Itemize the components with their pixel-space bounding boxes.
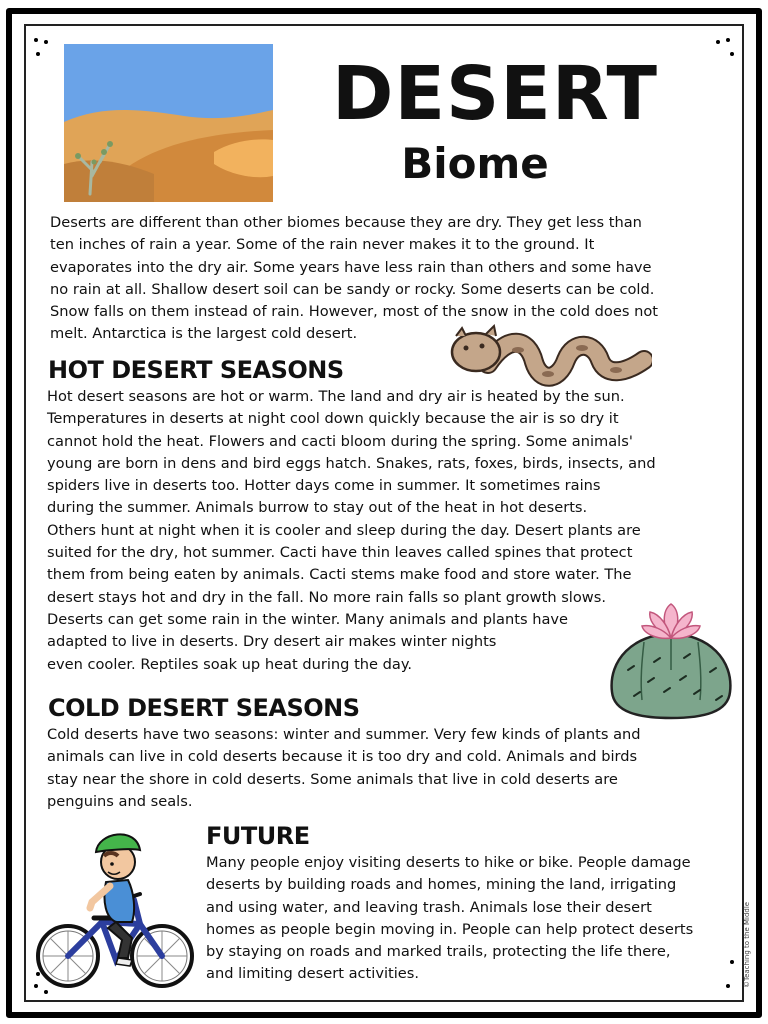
hot-seasons-heading: HOT DESERT SEASONS: [48, 356, 344, 384]
future-paragraph: [206, 852, 693, 986]
text-line: Others hunt at night when it is cooler and sleep during the day. Desert plants are: [47, 521, 641, 539]
cold-seasons-paragraph: [47, 724, 641, 813]
text-line: Temperatures in deserts at night cool down quickly because the air is so dry it: [47, 410, 619, 428]
corner-dot: [730, 960, 734, 964]
text-line: and limiting desert activities.: [206, 965, 420, 983]
text-line: by staying on roads and marked trails, protecting the life there,: [206, 943, 671, 961]
text-line: deserts by building roads and homes, mining the land, irrigating: [206, 876, 677, 894]
text-line: suited for the dry, hot summer. Cacti have thin leaves called spines that protect: [47, 544, 633, 562]
text-line: adapted to live in deserts. Dry desert air makes winter nights: [47, 633, 497, 651]
snake-clipart: [448, 324, 652, 392]
corner-dot: [730, 52, 734, 56]
corner-dot: [726, 984, 730, 988]
copyright-credit: ©Teaching to the Middle: [743, 901, 751, 988]
cold-seasons-heading: COLD DESERT SEASONS: [48, 694, 360, 722]
text-line: and using water, and leaving trash. Animals lose their desert: [206, 898, 652, 916]
text-line: homes as people begin moving in. People can help protect deserts: [206, 920, 694, 938]
corner-dot: [726, 38, 730, 42]
page-title: DESERT: [332, 51, 658, 137]
text-line: Deserts can get some rain in the winter. Many animals and plants have: [47, 610, 569, 628]
text-line: ten inches of rain a year. Some of the rain never makes it to the ground. It: [50, 236, 595, 254]
corner-dot: [716, 40, 720, 44]
text-line: Many people enjoy visiting deserts to hike or bike. People damage: [206, 854, 691, 871]
boy-on-bike-clipart: [36, 822, 196, 994]
text-line: spiders live in deserts too. Hotter days come in summer. It sometimes rains: [47, 477, 601, 495]
text-line: evaporates into the dry air. Some years have less rain than others and some have: [50, 258, 652, 276]
desert-landscape-image: [64, 44, 273, 202]
text-line: no rain at all. Shallow desert soil can be sandy or rocky. Some deserts can be cold.: [50, 280, 655, 298]
text-line: Cold deserts have two seasons: winter and summer. Very few kinds of plants and: [47, 726, 641, 743]
text-line: Deserts are different than other biomes because they are dry. They get less than: [50, 214, 642, 231]
corner-dot: [34, 38, 38, 42]
text-line: penguins and seals.: [47, 792, 193, 810]
text-line: desert stays hot and dry in the fall. No more rain falls so plant growth slows.: [47, 588, 606, 606]
page-subtitle: Biome: [401, 139, 549, 188]
text-line: melt. Antarctica is the largest cold desert.: [50, 325, 358, 343]
text-line: Hot desert seasons are hot or warm. The land and dry air is heated by the sun.: [47, 388, 625, 405]
text-line: young are born in dens and bird eggs hatch. Snakes, rats, foxes, birds, insects, and: [47, 454, 656, 472]
hot-seasons-paragraph: [47, 386, 656, 676]
text-line: stay near the shore in cold deserts. Some animals that live in cold deserts are: [47, 770, 618, 788]
corner-dot: [36, 52, 40, 56]
corner-dot: [44, 40, 48, 44]
flowering-cactus-clipart: [604, 600, 738, 722]
text-line: cannot hold the heat. Flowers and cacti bloom during the spring. Some animals': [47, 432, 633, 450]
text-line: animals can live in cold deserts because it is too dry and cold. Animals and birds: [47, 748, 638, 766]
text-line: Snow falls on them instead of rain. However, most of the snow in the cold does not: [50, 303, 658, 321]
text-line: even cooler. Reptiles soak up heat during the day.: [47, 655, 413, 673]
future-heading: FUTURE: [206, 822, 310, 850]
text-line: them from being eaten by animals. Cacti stems make food and store water. The: [47, 566, 632, 584]
text-line: during the summer. Animals burrow to stay out of the heat in hot deserts.: [47, 499, 588, 517]
